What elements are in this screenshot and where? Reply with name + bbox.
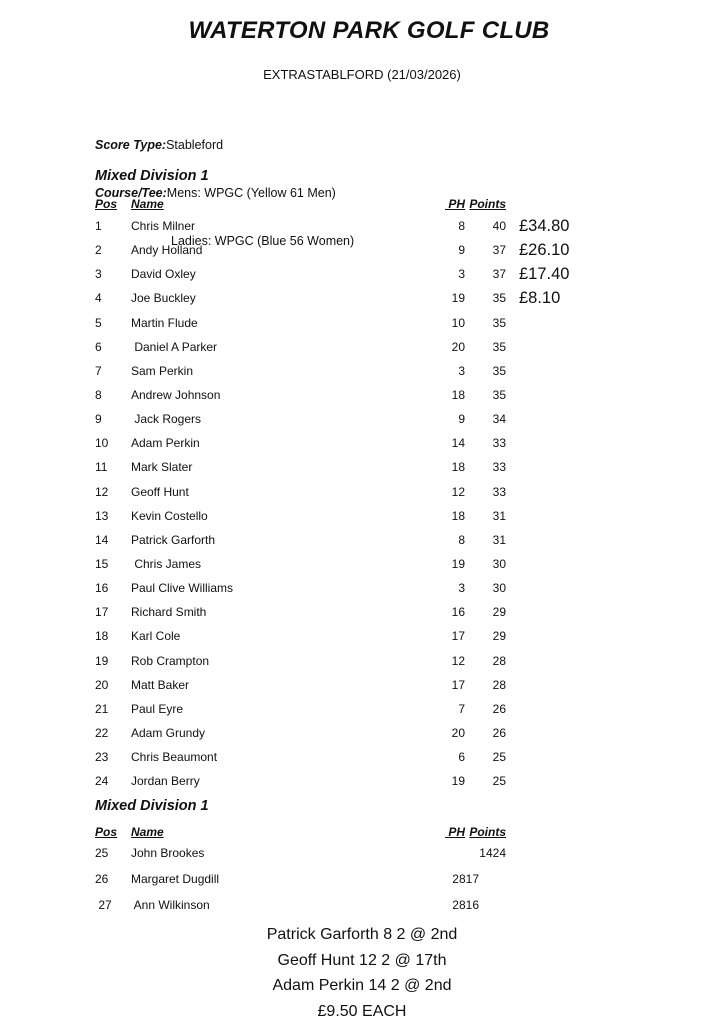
column-header-pos: Pos <box>95 825 118 839</box>
points-cell: 26 <box>492 725 506 740</box>
playing-handicap-cell: 19 <box>451 291 465 306</box>
player-name-cell: Geoff Hunt <box>131 484 189 499</box>
player-row <box>95 480 676 504</box>
column-header-ph: PH <box>444 197 465 211</box>
playing-handicap-cell: 8 <box>458 532 465 547</box>
score-type-value: Stableford <box>166 138 224 152</box>
player-row <box>95 431 676 455</box>
player-row <box>95 673 676 697</box>
points-cell: 33 <box>492 460 506 475</box>
player-name-cell: David Oxley <box>131 267 196 282</box>
position-cell: 12 <box>95 484 109 499</box>
player-name-cell: Matt Baker <box>131 677 190 692</box>
player-name-cell: Chris Beaumont <box>131 750 218 765</box>
player-row <box>95 311 676 335</box>
points-cell: 35 <box>492 339 506 354</box>
points-cell: 33 <box>492 484 506 499</box>
playing-handicap-cell: 20 <box>451 339 465 354</box>
playing-handicap-cell: 19 <box>451 556 465 571</box>
position-cell: 17 <box>95 605 109 620</box>
column-header-points: Points <box>469 825 506 839</box>
points-cell: 31 <box>492 532 506 547</box>
points-cell: 37 <box>492 243 506 258</box>
twos-line: Patrick Garforth 8 2 @ 2nd <box>266 926 458 943</box>
points-cell: 25 <box>492 750 506 765</box>
table-header-row <box>95 196 676 212</box>
position-cell: 10 <box>95 436 109 451</box>
player-name-cell: Paul Eyre <box>131 701 184 716</box>
prize-money-cell: £17.40 <box>519 265 570 284</box>
player-row <box>95 407 676 431</box>
score-type-line <box>95 137 354 153</box>
player-row <box>95 649 676 673</box>
points-cell: 25 <box>492 774 506 789</box>
position-cell: 26 <box>95 872 109 886</box>
playing-handicap-cell: 18 <box>451 508 465 523</box>
twos-prize-summary <box>0 922 724 1024</box>
position-cell: 1 <box>95 219 102 233</box>
playing-handicap-cell: 20 <box>451 725 465 740</box>
player-name-cell: Sam Perkin <box>131 363 194 378</box>
player-name-cell: John Brookes <box>131 846 205 860</box>
points-cell: 35 <box>492 387 506 402</box>
score-type-label: Score Type: <box>95 138 167 152</box>
division-heading: Mixed Division 1 <box>95 798 209 814</box>
twos-line: Geoff Hunt 12 2 @ 17th <box>277 951 447 969</box>
column-header-name: Name <box>131 825 164 839</box>
position-cell: 15 <box>95 556 109 571</box>
position-cell: 5 <box>95 315 102 330</box>
competition-subtitle: EXTRASTABLFORD (21/03/2026) <box>263 67 461 82</box>
points-cell: 35 <box>492 315 506 330</box>
points-cell: 28 <box>492 677 506 692</box>
player-row <box>95 455 676 479</box>
player-row <box>95 528 676 552</box>
results-table <box>95 214 676 793</box>
position-cell: 16 <box>95 581 109 596</box>
player-name-cell: Karl Cole <box>131 629 181 644</box>
player-name-cell: Daniel A Parker <box>131 339 218 354</box>
position-cell: 3 <box>95 267 102 282</box>
prize-money-cell: £8.10 <box>519 289 561 308</box>
player-row <box>95 286 676 310</box>
playing-handicap-cell: 10 <box>451 315 465 330</box>
player-name-cell: Ann Wilkinson <box>131 898 210 912</box>
player-row <box>95 383 676 407</box>
player-row <box>95 745 676 769</box>
position-cell: 21 <box>95 701 109 716</box>
playing-handicap-cell: 17 <box>451 677 465 692</box>
playing-handicap-cell: 12 <box>451 653 465 668</box>
points-cell: 1424 <box>479 846 506 860</box>
position-cell: 8 <box>95 387 102 402</box>
playing-handicap-cell: 9 <box>458 412 465 427</box>
player-row <box>95 504 676 528</box>
player-name-cell: Margaret Dugdill <box>131 872 220 886</box>
player-row <box>95 697 676 721</box>
column-header-pos: Pos <box>95 197 118 211</box>
player-name-cell: Rob Crampton <box>131 653 210 668</box>
position-cell: 23 <box>95 750 109 765</box>
player-name-cell: Martin Flude <box>131 315 198 330</box>
points-cell: 35 <box>492 291 506 306</box>
player-name-cell: Mark Slater <box>131 460 193 475</box>
points-cell: 26 <box>492 701 506 716</box>
player-name-cell: Richard Smith <box>131 605 207 620</box>
position-cell: 19 <box>95 653 109 668</box>
position-cell: 4 <box>95 291 102 306</box>
position-cell: 27 <box>95 898 112 912</box>
playing-handicap-cell: 19 <box>451 774 465 789</box>
player-row <box>95 866 676 892</box>
position-cell: 25 <box>95 846 109 860</box>
prize-money-cell: £26.10 <box>519 241 570 260</box>
prize-money-cell: £34.80 <box>519 217 570 235</box>
position-cell: 11 <box>95 460 108 475</box>
player-row <box>95 238 676 262</box>
points-cell: 37 <box>492 267 506 282</box>
points-cell: 34 <box>492 412 506 427</box>
division-heading: Mixed Division 1 <box>95 168 209 184</box>
player-name-cell: Andy Holland <box>131 243 203 258</box>
column-header-name: Name <box>131 197 164 211</box>
twos-line: Adam Perkin 14 2 @ 2nd <box>272 977 452 994</box>
playing-handicap-cell: 12 <box>451 484 465 499</box>
playing-handicap-cell: 3 <box>458 267 465 282</box>
position-cell: 9 <box>95 412 102 427</box>
player-row <box>95 576 676 600</box>
player-row <box>95 262 676 286</box>
club-title: WATERTON PARK GOLF CLUB <box>188 17 550 44</box>
column-header-points: Points <box>469 197 506 211</box>
points-cell: 30 <box>492 556 506 571</box>
playing-handicap-cell: 14 <box>451 436 465 451</box>
points-cell: 30 <box>492 581 506 596</box>
player-name-cell: Patrick Garforth <box>131 532 216 547</box>
course-tee-mens-value: Mens: WPGC (Yellow 61 Men) <box>166 186 336 200</box>
position-cell: 2 <box>95 243 102 258</box>
player-row <box>95 840 676 866</box>
player-name-cell: Adam Perkin <box>131 436 200 451</box>
position-cell: 6 <box>95 339 102 354</box>
player-row <box>95 769 676 793</box>
points-cell: 33 <box>492 436 506 451</box>
points-cell: 28 <box>492 653 506 668</box>
table-header-row <box>95 824 676 840</box>
playing-handicap-cell: 18 <box>451 387 465 402</box>
player-name-cell: Paul Clive Williams <box>131 581 234 596</box>
playing-handicap-cell: 6 <box>458 750 465 765</box>
player-name-cell: Joe Buckley <box>131 291 196 306</box>
results-table <box>95 840 676 918</box>
twos-prize-amount: £9.50 EACH <box>317 1002 407 1020</box>
playing-handicap-cell: 16 <box>451 605 465 620</box>
player-row <box>95 552 676 576</box>
playing-handicap-cell: 2817 <box>452 872 479 886</box>
course-tee-label: Course/Tee: <box>95 186 167 200</box>
player-name-cell: Chris James <box>131 556 202 571</box>
player-row <box>95 624 676 648</box>
playing-handicap-cell: 3 <box>458 363 465 378</box>
player-row <box>95 359 676 383</box>
player-row <box>95 721 676 745</box>
playing-handicap-cell: 2816 <box>452 898 479 912</box>
player-name-cell: Jack Rogers <box>131 412 202 427</box>
playing-handicap-cell: 17 <box>451 629 465 644</box>
player-name-cell: Kevin Costello <box>131 508 208 523</box>
player-row <box>95 335 676 359</box>
playing-handicap-cell: 3 <box>458 581 465 596</box>
position-cell: 20 <box>95 677 109 692</box>
player-name-cell: Adam Grundy <box>131 725 206 740</box>
playing-handicap-cell: 8 <box>458 219 465 233</box>
playing-handicap-cell: 18 <box>451 460 465 475</box>
points-cell: 29 <box>492 629 506 644</box>
position-cell: 24 <box>95 774 109 789</box>
points-cell: 31 <box>492 508 506 523</box>
playing-handicap-cell: 9 <box>458 243 465 258</box>
position-cell: 22 <box>95 725 109 740</box>
position-cell: 18 <box>95 629 109 644</box>
column-header-ph: PH <box>444 825 465 839</box>
player-name-cell: Chris Milner <box>131 219 196 233</box>
player-row <box>95 892 676 918</box>
player-row <box>95 214 676 238</box>
points-cell: 29 <box>492 605 506 620</box>
course-tee-ladies-value: Ladies: WPGC (Blue 56 Women) <box>171 234 355 248</box>
player-name-cell: Andrew Johnson <box>131 387 221 402</box>
position-cell: 13 <box>95 508 109 523</box>
playing-handicap-cell: 7 <box>458 701 465 716</box>
player-name-cell: Jordan Berry <box>131 774 200 789</box>
player-row <box>95 600 676 624</box>
position-cell: 14 <box>95 532 109 547</box>
points-cell: 40 <box>492 219 506 233</box>
points-cell: 35 <box>492 363 506 378</box>
position-cell: 7 <box>95 363 102 378</box>
